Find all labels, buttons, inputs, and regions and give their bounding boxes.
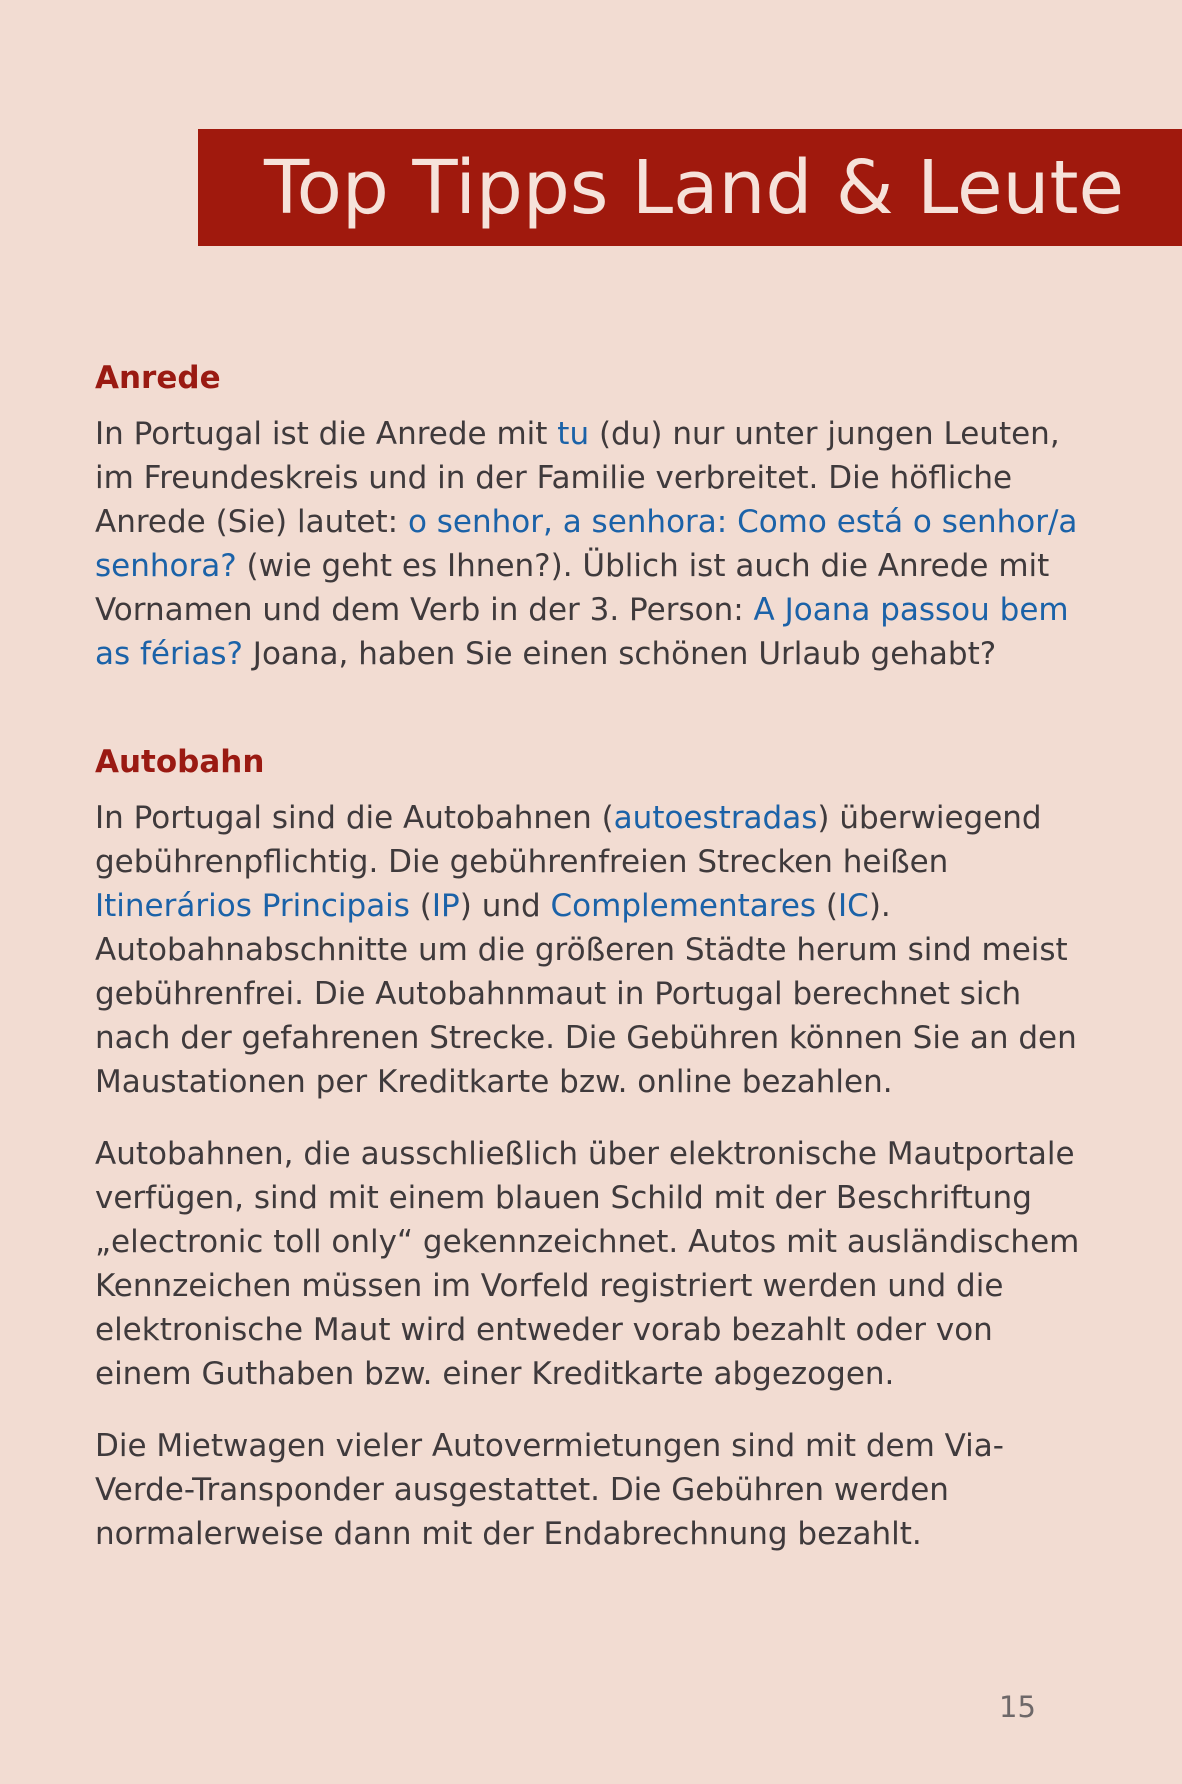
portuguese-term: tu <box>557 416 590 452</box>
page-number: 15 <box>999 1690 1036 1724</box>
section-heading: Autobahn <box>95 744 265 780</box>
page-title: Top Tipps Land & Leute <box>264 144 1124 231</box>
text-segment: In Portugal sind die Autobahnen ( <box>95 800 614 836</box>
title-band <box>198 129 1182 246</box>
section-heading: Anrede <box>95 360 221 396</box>
text-segment: Joana, haben Sie einen schönen Urlaub gehabt? <box>242 636 997 672</box>
text-segment: In Portugal ist die Anrede mit <box>95 416 558 452</box>
portuguese-term: IC <box>838 888 869 924</box>
portuguese-term: o senhor, a senhora: Como está o senhor/a senhora? <box>95 504 1078 584</box>
portuguese-term: Itinerários Principais <box>95 888 410 924</box>
text-segment: ) und <box>459 888 551 924</box>
paragraph <box>95 412 1085 676</box>
text-segment: ) überwiegend gebührenpflichtig. Die gebührenfreien Strecken heißen <box>95 800 1042 880</box>
portuguese-term: A Joana passou bem as férias? <box>95 592 1069 672</box>
section-anrede <box>95 356 1085 676</box>
section-autobahn <box>95 740 1085 1556</box>
paragraph <box>95 1424 1085 1556</box>
text-segment: (du) nur unter jungen Leuten, im Freundeskreis und in der Familie verbreitet. Die höfliche Anrede (Sie) lautet: <box>95 416 1060 540</box>
text-segment: Autobahnen, die ausschließlich über elektronische Mautportale verfügen, sind mit einem blauen Schild mit der Beschriftung „electronic toll only“ gekennzeichnet. Autos mit ausländischem Kennzeichen müssen im Vorfeld registriert werden und die elektronische Maut wird entweder vorab bezahlt oder von einem Guthaben bzw. einer Kreditkarte abgezogen. <box>95 1136 1080 1392</box>
text-segment: ). Autobahnabschnitte um die größeren Städte herum sind meist gebührenfrei. Die Autobahnmaut in Portugal berechnet sich nach der gefahrenen Strecke. Die Gebühren können Sie an den Maustationen per Kreditkarte bzw. online bezahlen. <box>95 888 1077 1100</box>
text-segment: Die Mietwagen vieler Autovermietungen sind mit dem Via-Verde-Transponder ausgestattet. Die Gebühren werden normalerweise dann mit der Endabrechnung bezahlt. <box>95 1428 1004 1552</box>
text-segment: (wie geht es Ihnen?). Üblich ist auch die Anrede mit Vornamen und dem Verb in der 3. Person: <box>95 548 1050 628</box>
paragraph <box>95 796 1085 1104</box>
portuguese-term: IP <box>431 888 460 924</box>
text-segment: ( <box>409 888 432 924</box>
portuguese-term: Complementares <box>550 888 817 924</box>
paragraph <box>95 1132 1085 1396</box>
portuguese-term: autoestradas <box>613 800 818 836</box>
page-content <box>95 356 1085 1556</box>
text-segment: ( <box>816 888 839 924</box>
